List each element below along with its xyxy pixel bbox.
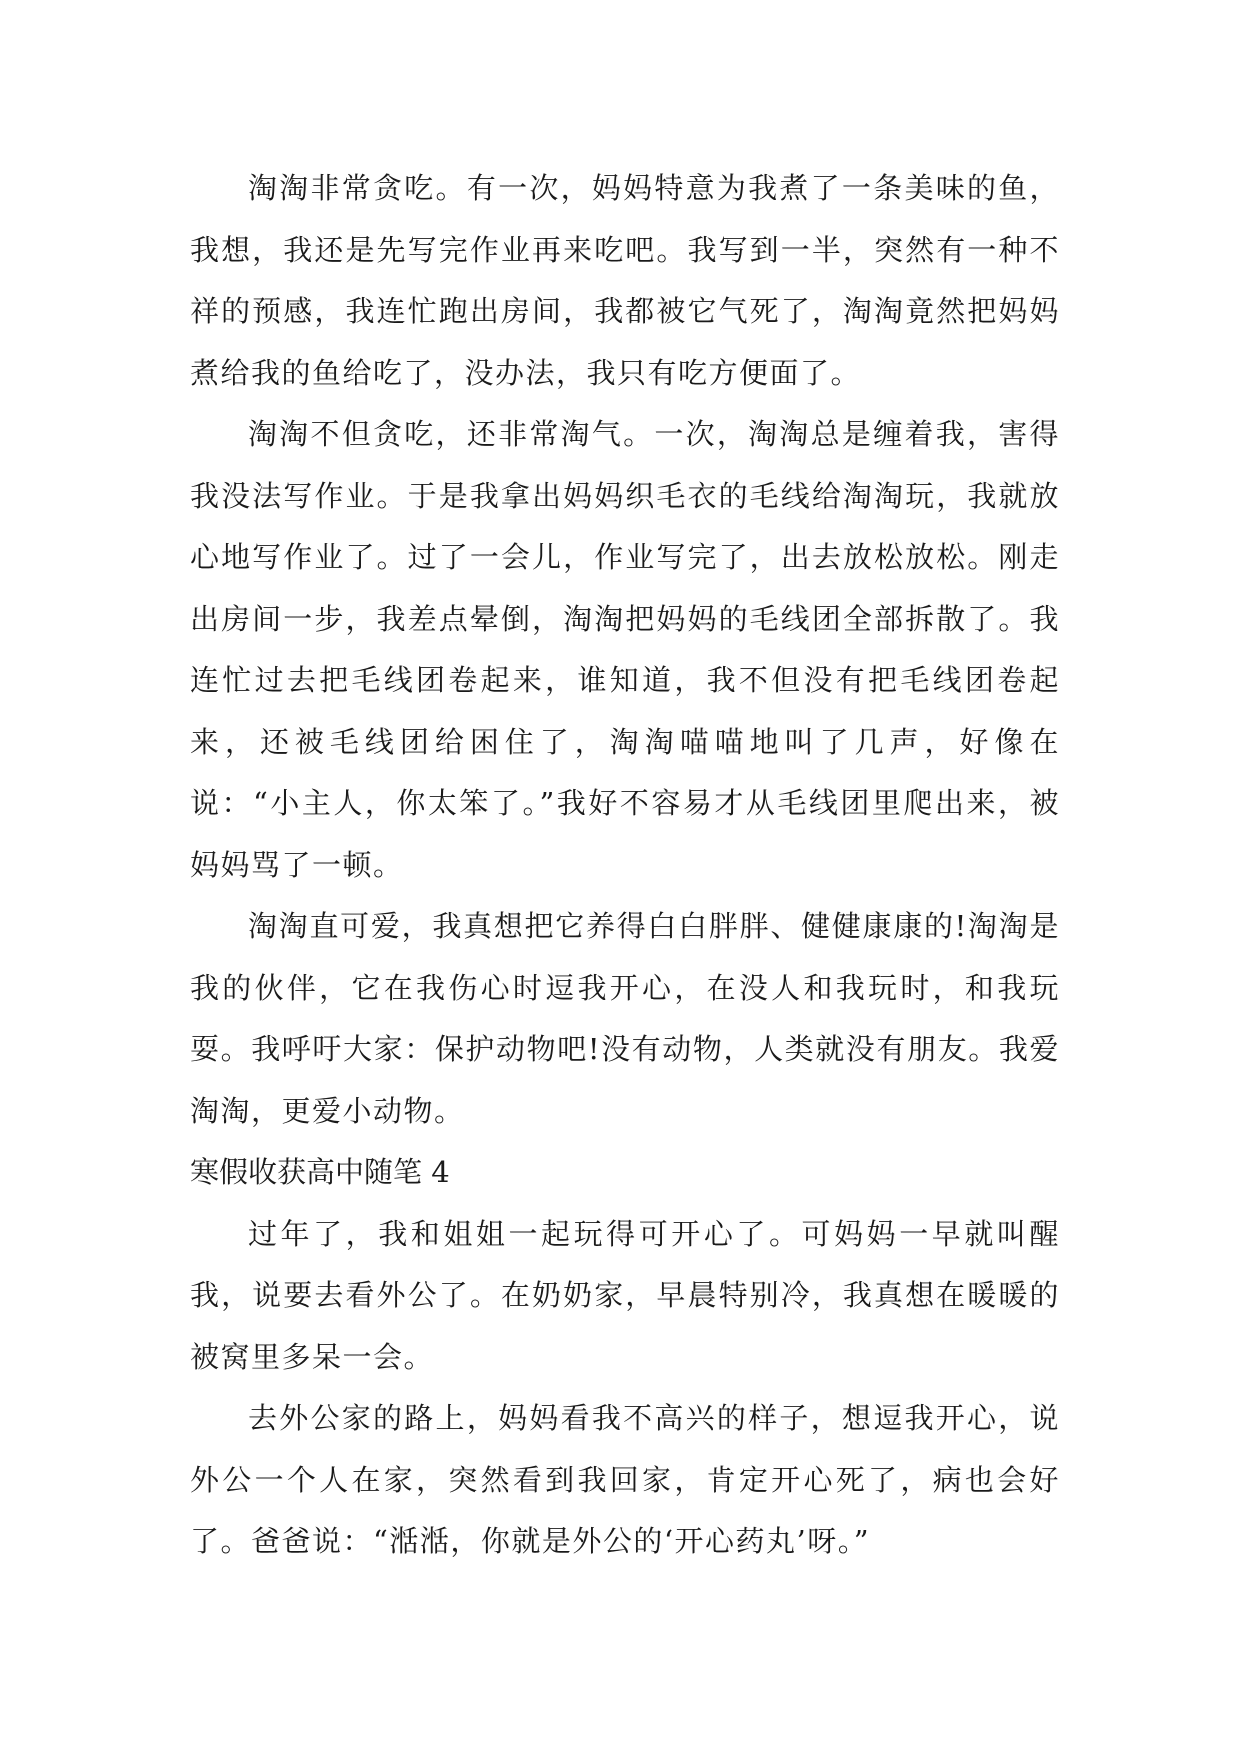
paragraph-new-year: 过年了，我和姐姐一起玩得可开心了。可妈妈一早就叫醒我，说要去看外公了。在奶奶家，早晨特别冷，我真想在暖暖的被窝里多呆一会。	[190, 1216, 1060, 1374]
section-heading: 寒假收获高中随笔 4	[190, 1155, 450, 1189]
paragraph-visit-grandpa: 去外公家的路上，妈妈看我不高兴的样子，想逗我开心，说外公一个人在家，突然看到我回家，肯定开心死了，病也会好了。爸爸说：“湉湉，你就是外公的‘开心药丸’呀。”	[190, 1401, 1060, 1558]
paragraph-cute-cat: 淘淘直可爱，我真想把它养得白白胖胖、健健康康的!淘淘是我的伙伴，它在我伤心时逗我开心，在没人和我玩时，和我玩耍。我呼吁大家：保护动物吧!没有动物，人类就没有朋友。我爱淘淘，更爱小动物。	[190, 909, 1060, 1128]
paragraph-naughty-cat: 淘淘不但贪吃，还非常淘气。一次，淘淘总是缠着我，害得我没法写作业。于是我拿出妈妈织毛衣的毛线给淘淘玩，我就放心地写作业了。过了一会儿，作业写完了，出去放松放松。刚走出房间一步，我差点晕倒，淘淘把妈妈的毛线团全部拆散了。我连忙过去把毛线团卷起来，谁知道，我不但没有把毛线团卷起来，还被毛线团给困住了，淘淘喵喵地叫了几声，好像在说：“小主人，你太笨了。”我好不容易才从毛线团里爬出来，被妈妈骂了一顿。	[190, 417, 1060, 882]
paragraph-greedy-cat: 淘淘非常贪吃。有一次，妈妈特意为我煮了一条美味的鱼，我想，我还是先写完作业再来吃吧。我写到一半，突然有一种不祥的预感，我连忙跑出房间，我都被它气死了，淘淘竟然把妈妈煮给我的鱼给吃了，没办法，我只有吃方便面了。	[190, 171, 1060, 390]
document-body	[190, 158, 1060, 1573]
